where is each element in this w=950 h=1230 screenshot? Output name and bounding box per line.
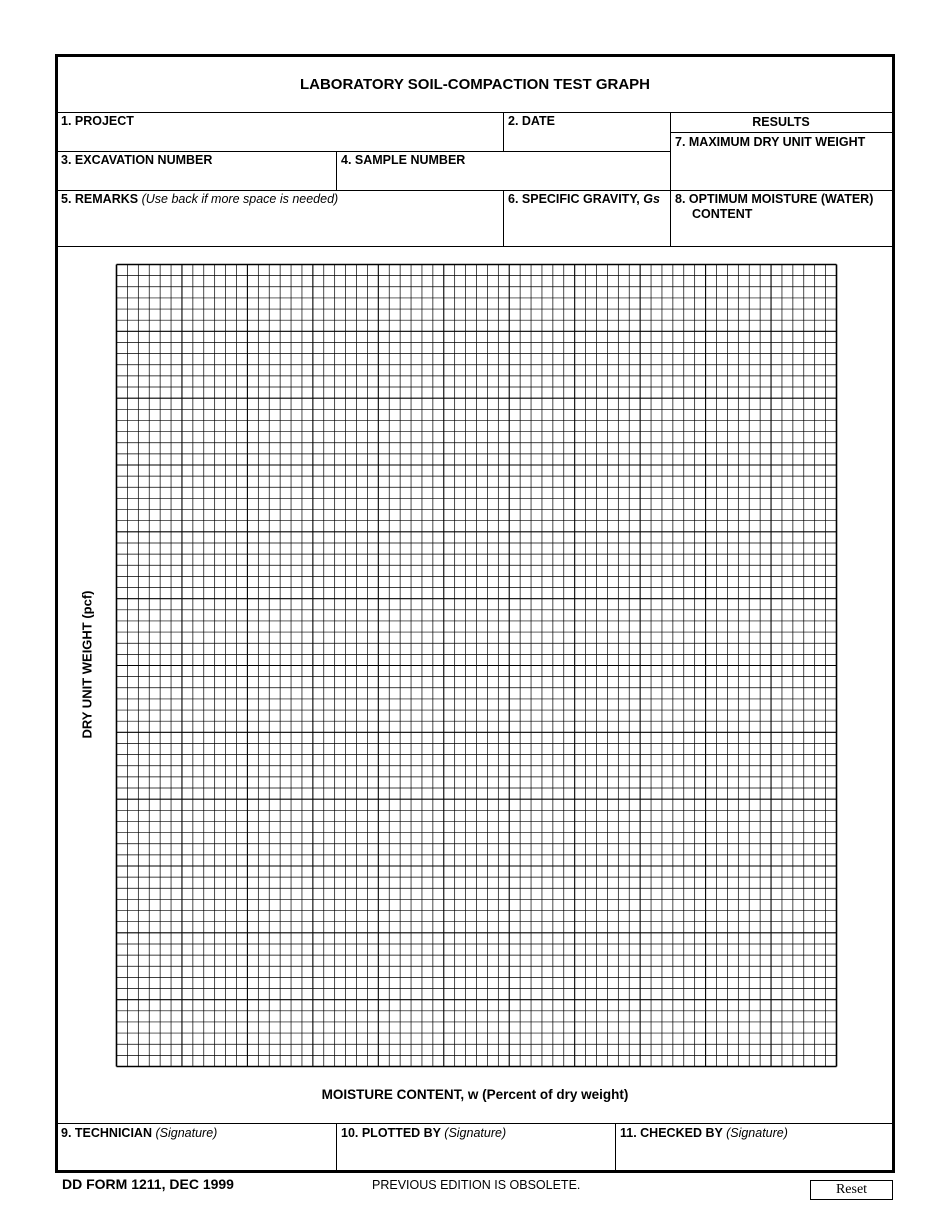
y-axis-label: DRY UNIT WEIGHT (pcf) [79, 590, 95, 739]
reset-button[interactable]: Reset [810, 1180, 893, 1200]
specific-gravity-label [508, 192, 660, 206]
technician-signature-input[interactable] [61, 1145, 335, 1167]
remarks-input[interactable] [61, 209, 501, 243]
sample-number-input[interactable] [341, 170, 670, 188]
technician-hint: (Signature) [155, 1126, 218, 1140]
checked-by-label-text: 11. CHECKED BY [620, 1126, 723, 1140]
plotted-by-label [341, 1126, 506, 1140]
remarks-label-text: 5. REMARKS [61, 192, 139, 206]
divider [58, 112, 892, 113]
x-axis-label: MOISTURE CONTENT, w (Percent of dry weight) [321, 1087, 629, 1102]
date-label: 2. DATE [508, 114, 555, 128]
checked-by-hint: (Signature) [726, 1126, 788, 1140]
checked-by-signature-input[interactable] [620, 1145, 892, 1167]
divider [503, 112, 504, 151]
divider [503, 190, 504, 246]
results-header: RESULTS [752, 115, 810, 129]
divider [670, 112, 671, 246]
divider [670, 132, 892, 133]
project-label: 1. PROJECT [61, 114, 134, 128]
technician-label-text: 9. TECHNICIAN [61, 1126, 152, 1140]
divider [336, 1123, 337, 1173]
technician-label [61, 1126, 217, 1140]
plotted-by-hint: (Signature) [444, 1126, 507, 1140]
plotted-by-label-text: 10. PLOTTED BY [341, 1126, 441, 1140]
divider [58, 151, 670, 152]
specific-gravity-label-text: 6. SPECIFIC GRAVITY, [508, 192, 644, 206]
sample-number-label: 4. SAMPLE NUMBER [341, 153, 466, 167]
remarks-hint: (Use back if more space is needed) [141, 192, 339, 206]
form-title: LABORATORY SOIL-COMPACTION TEST GRAPH [299, 76, 650, 93]
max-dry-unit-weight-label: 7. MAXIMUM DRY UNIT WEIGHT [675, 135, 866, 149]
checked-by-label [620, 1126, 788, 1140]
optimum-moisture-label-line1: 8. OPTIMUM MOISTURE (WATER) [675, 192, 874, 206]
edition-note: PREVIOUS EDITION IS OBSOLETE. [372, 1178, 581, 1192]
specific-gravity-input[interactable] [508, 217, 670, 241]
divider [58, 246, 892, 247]
plotted-by-signature-input[interactable] [341, 1145, 615, 1167]
divider [336, 151, 337, 190]
graph-grid [115, 263, 838, 1068]
date-input[interactable] [508, 131, 670, 149]
form-number: DD FORM 1211, DEC 1999 [62, 1176, 234, 1192]
specific-gravity-symbol: Gs [643, 192, 660, 206]
max-dry-unit-weight-input[interactable] [675, 157, 891, 185]
optimum-moisture-input[interactable] [675, 224, 891, 244]
excavation-number-label: 3. EXCAVATION NUMBER [61, 153, 213, 167]
divider [58, 1123, 892, 1124]
project-input[interactable] [61, 131, 503, 149]
compaction-form [55, 54, 895, 1173]
optimum-moisture-label-line2: CONTENT [692, 207, 753, 221]
excavation-number-input[interactable] [61, 170, 335, 188]
divider [615, 1123, 616, 1173]
remarks-label [61, 192, 338, 206]
divider [58, 190, 892, 191]
